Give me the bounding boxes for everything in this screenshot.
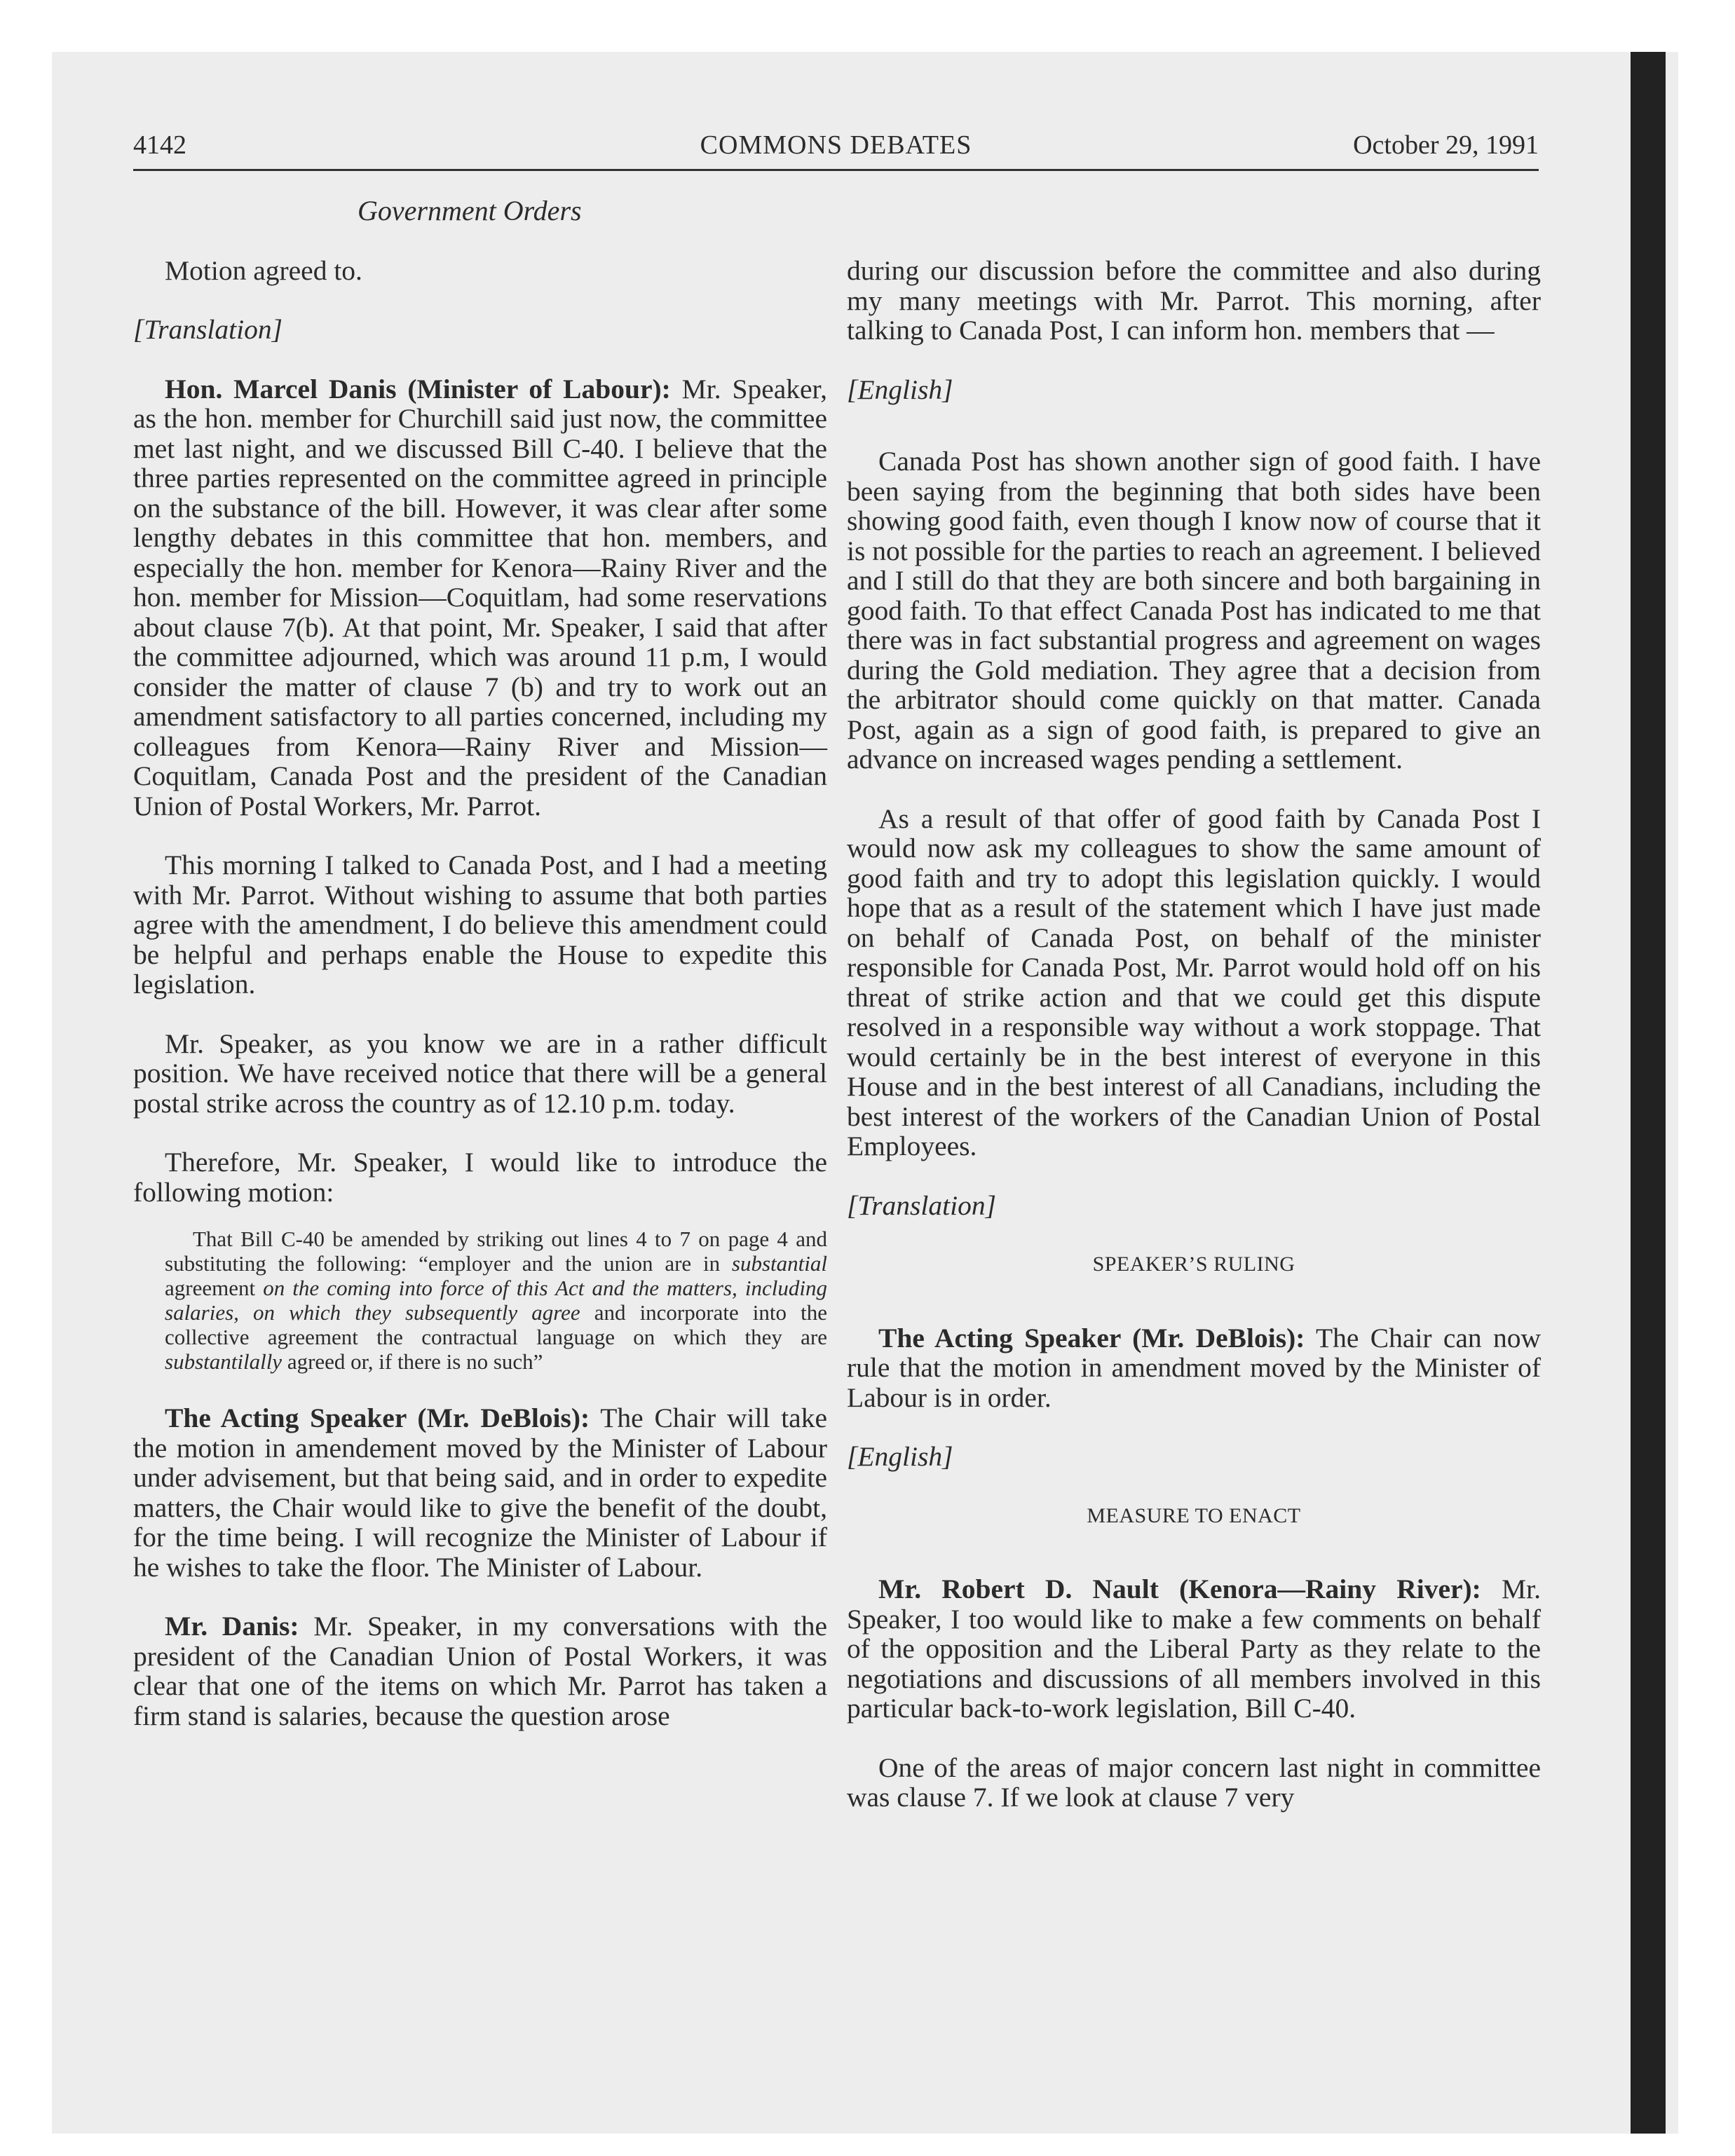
language-tag: [English] xyxy=(847,374,953,405)
paragraph: This morning I talked to Canada Post, and I had a meeting with Mr. Parrot. Without wishing to assume that both parties agree with the amendment, I do believe this amendment could be helpful and perhaps enable the House to expedite this legislation. xyxy=(133,850,827,999)
quote-text: That Bill C-40 be amended by striking out lines 4 to 7 on page 4 and substituting the following: “employer and the union are in xyxy=(165,1227,827,1276)
paragraph: Canada Post has shown another sign of good faith. I have been saying from the beginning that both sides have been showing good faith, even though I know now of course that it is not possible for the parties to reach an agreement. I believed and I still do that they are both sincere and both bargaining in good faith. To that effect Canada Post has indicated to me that there was in fact substantial progress and agreement on wages during the Gold mediation. They agree that a decision from the arbitrator should come quickly on that matter. Canada Post, again as a sign of good faith, is prepared to give an advance on increased wages pending a settlement. xyxy=(847,446,1541,775)
quote-italic: substantial xyxy=(731,1251,827,1276)
right-column xyxy=(847,256,1541,1842)
speaker-name: The Acting Speaker (Mr. DeBlois): xyxy=(165,1403,590,1433)
paragraph: Motion agreed to. xyxy=(165,254,362,286)
quote-text: agreement xyxy=(165,1276,264,1300)
speech-paragraph xyxy=(133,1403,827,1582)
speech-text: Mr. Speaker, as the hon. member for Churchill said just now, the committee met last night, and we discussed Bill C-40. I believe that the three parties represented on the committee agreed in principle on the substance of the bill. However, it was clear after some lengthy debates in this committee that hon. members, and especially the hon. member for Kenora—Rainy River and the hon. member for Mission—Coquitlam, had some reservations about clause 7(b). At that point, Mr. Speaker, I said that after the committee adjourned, which was around 11 p.m, I would consider the matter of clause 7 (b) and try to work out an amendment satisfactory to all parties concerned, including my colleagues from Kenora—Rainy River and Mission—Coquitlam, Canada Post and the president of the Canadian Union of Postal Workers, Mr. Parrot. xyxy=(133,373,827,821)
speech-text: Mr. Speaker, in my conversations with the president of the Canadian Union of Postal Workers, it was clear that one of the items on which Mr. Parrot has taken a firm stand is salaries, because the question arose xyxy=(133,1611,828,1731)
speaker-name: The Acting Speaker (Mr. DeBlois): xyxy=(878,1322,1305,1353)
language-tag: [Translation] xyxy=(133,314,283,345)
scan-edge-bar xyxy=(1631,52,1666,2134)
section-heading: Government Orders xyxy=(358,195,582,226)
paragraph: As a result of that offer of good faith by Canada Post I would now ask my colleagues to show the same amount of good faith and try to adopt this legislation quickly. I would hope that as a result of the statement which I have just made on behalf of Canada Post, on behalf of the minister responsible for Canada Post, Mr. Parrot would hold off on his threat of strike action and that we could get this dispute resolved in a responsible way without a work stoppage. That would certainly be in the best interest of everyone in this House and in the best interest of all Canadians, including the best interest of the workers of the Canadian Union of Postal Employees. xyxy=(847,803,1541,1161)
paragraph: during our discussion before the committee and also during my many meetings with Mr. Parrot. This morning, after talking to Canada Post, I can inform hon. members that — xyxy=(847,255,1541,346)
paragraph: One of the areas of major concern last night in committee was clause 7. If we look at clause 7 very xyxy=(847,1752,1541,1813)
left-column xyxy=(133,196,827,1760)
ruling-heading: SPEAKER’S RULING xyxy=(1092,1253,1295,1276)
quote-text: and incorporate into the collective agreement the contractual language on which they are xyxy=(165,1300,827,1349)
speech-paragraph xyxy=(133,374,827,821)
quote-italic: on the coming into force of this Act and the matters, including salaries, on which they subsequently agree xyxy=(165,1276,827,1325)
publication-date: October 29, 1991 xyxy=(1353,130,1539,160)
speech-paragraph xyxy=(133,1611,827,1731)
speech-paragraph xyxy=(847,1574,1541,1724)
paragraph: Mr. Speaker, as you know we are in a rather difficult position. We have received notice that there will be a general postal strike across the country as of 12.10 p.m. today. xyxy=(133,1028,827,1119)
header-rule xyxy=(133,169,1539,171)
language-tag: [Translation] xyxy=(847,1189,996,1221)
quote-text: agreed or, if there is no such” xyxy=(282,1349,543,1374)
speaker-name: Hon. Marcel Danis (Minister of Labour): xyxy=(165,373,671,404)
page-number: 4142 xyxy=(133,130,186,160)
speech-paragraph xyxy=(847,1323,1541,1413)
speech-text: Mr. Speaker, I too would like to make a few comments on behalf of the opposition and the Liberal Party as they relate to the negotiations and discussions of all members involved in this particular back-to-work legislation, Bill C-40. xyxy=(847,1574,1541,1724)
paragraph: Therefore, Mr. Speaker, I would like to introduce the following motion: xyxy=(133,1147,827,1208)
publication-title: COMMONS DEBATES xyxy=(700,130,972,160)
speaker-name: Mr. Robert D. Nault (Kenora—Rainy River): xyxy=(878,1574,1481,1604)
quote-italic: substantilally xyxy=(165,1349,283,1374)
language-tag: [English] xyxy=(847,1441,953,1472)
speech-text: The Chair will take the motion in amendement moved by the Minister of Labour under advisement, but that being said, and in order to expedite matters, the Chair would like to give the benefit of the doubt, for the time being. I will recognize the Minister of Labour if he wishes to take the floor. The Minister of Labour. xyxy=(133,1403,827,1583)
page-header xyxy=(133,130,1539,170)
speech-text: The Chair can now rule that the motion in amendment moved by the Minister of Labour is in order. xyxy=(847,1322,1541,1413)
measure-heading: MEASURE TO ENACT xyxy=(1087,1503,1301,1527)
motion-quote xyxy=(165,1227,827,1374)
speaker-name: Mr. Danis: xyxy=(165,1611,299,1642)
